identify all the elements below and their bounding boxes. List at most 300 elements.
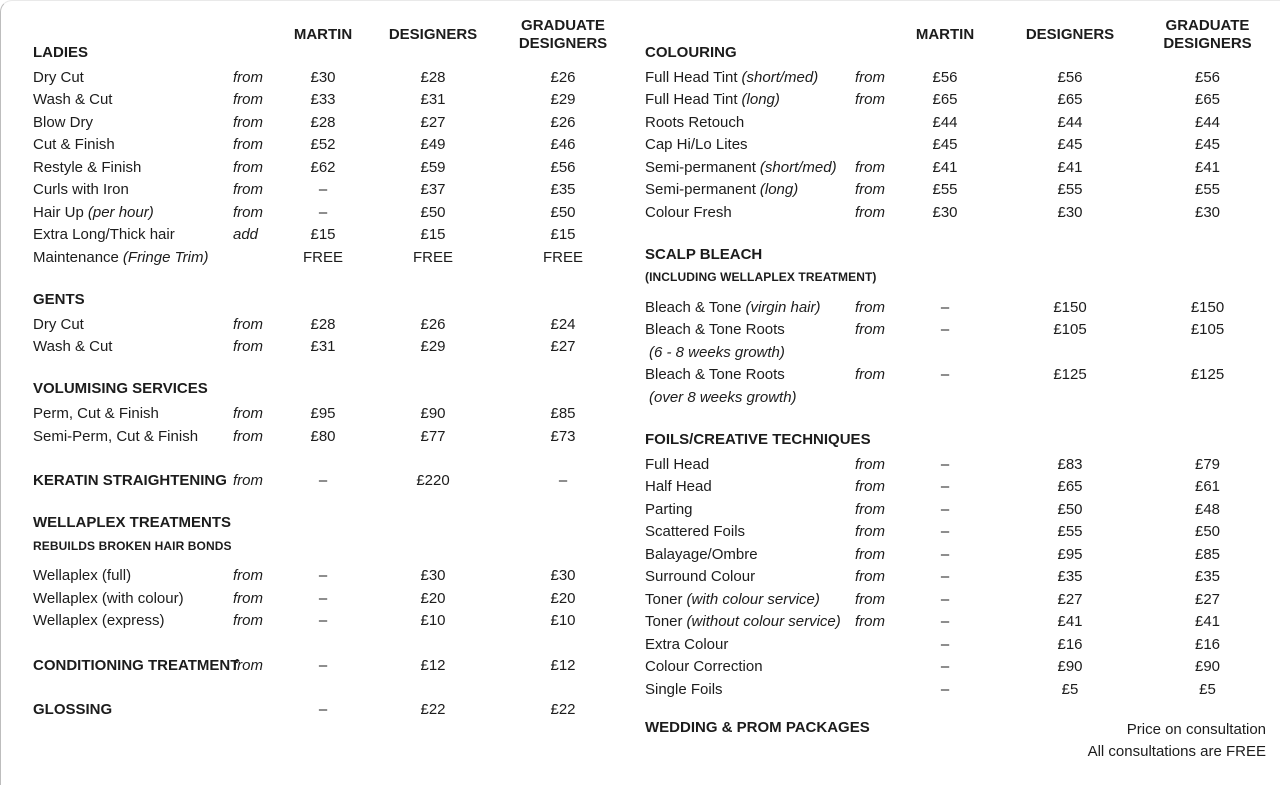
qualifier: from: [233, 589, 263, 607]
section-title: KERATIN STRAIGHTENING: [33, 472, 227, 490]
qualifier: from: [233, 612, 263, 630]
price-row: [645, 134, 1266, 157]
price-martin: –: [940, 523, 950, 541]
price-designers: £150: [1053, 298, 1087, 316]
section-title-cell: [33, 472, 233, 489]
section-title: VOLUMISING SERVICES: [33, 380, 208, 397]
service-note: (long): [741, 91, 780, 109]
price-designers: £56: [1057, 68, 1083, 86]
consultation-notes: [870, 719, 1266, 763]
service-label: [33, 181, 233, 198]
qualifier: from: [855, 568, 885, 586]
section-title: WELLAPLEX TREATMENTS: [33, 514, 232, 531]
section-price-row: [33, 470, 640, 493]
consultation-note-line: Price on consultation: [1126, 720, 1266, 738]
qualifier: from: [855, 478, 885, 496]
price-designers: £5: [1061, 680, 1079, 698]
price-row: [645, 543, 1266, 566]
price-martin: £95: [310, 405, 336, 423]
section-rows: [33, 66, 640, 269]
section: [33, 514, 640, 632]
price-designers: £45: [1057, 136, 1083, 154]
header-graduate-line1: GRADUATE: [1165, 17, 1250, 34]
service-note: (short/med): [741, 68, 819, 86]
price-martin: –: [940, 321, 950, 339]
price-designers: £59: [420, 158, 446, 176]
price-graduate: £105: [1190, 321, 1225, 339]
price-martin: £80: [310, 427, 336, 445]
price-graduate: £41: [1194, 613, 1221, 631]
price-row: [645, 364, 1266, 387]
price-list-left-column: [1, 1, 640, 785]
price-row: [645, 633, 1266, 656]
service-name: Blow Dry: [33, 113, 94, 131]
price-row: [645, 678, 1266, 701]
price-martin: –: [940, 635, 950, 653]
price-row: [645, 179, 1266, 202]
service-label: [645, 159, 855, 176]
service-name: Wellaplex (with colour): [33, 589, 184, 607]
service-label: [645, 204, 855, 221]
price-graduate: £45: [1194, 136, 1221, 154]
price-designers: £83: [1057, 455, 1083, 473]
price-row: [645, 296, 1266, 319]
price-designers: £37: [420, 181, 446, 199]
price-martin: £52: [310, 136, 336, 154]
service-name: Half Head: [645, 478, 712, 496]
qualifier: from: [233, 91, 263, 109]
price-row: [33, 179, 640, 202]
price-designers: £41: [1057, 613, 1083, 631]
service-label: [645, 91, 855, 108]
price-martin: £28: [310, 315, 336, 333]
service-label: [645, 114, 855, 131]
service-name: Semi-permanent: [645, 181, 756, 199]
section-title: LADIES: [33, 43, 89, 61]
qualifier: from: [855, 590, 885, 608]
price-designers: £55: [1057, 181, 1083, 199]
service-note: (over 8 weeks growth): [649, 388, 797, 406]
price-martin: £65: [932, 91, 958, 109]
column-header-graduate-designers: [1145, 17, 1270, 53]
price-martin: –: [940, 568, 950, 586]
qualifier: from: [233, 338, 263, 356]
price-designers: £31: [420, 91, 446, 109]
qualifier: from: [855, 298, 885, 316]
qualifier: from: [233, 158, 263, 176]
price-graduate: £35: [550, 181, 576, 199]
section: [33, 380, 640, 448]
service-label: [645, 344, 855, 361]
price-graduate: £50: [1194, 523, 1221, 541]
price-designers: £44: [1057, 113, 1083, 131]
service-note: (long): [759, 181, 799, 199]
section: [33, 699, 640, 722]
service-name: Dry Cut: [33, 315, 84, 333]
header-graduate-line1: GRADUATE: [521, 17, 605, 34]
section-price-row: [33, 654, 640, 677]
service-label: [33, 316, 233, 333]
service-label: [33, 428, 233, 445]
price-graduate: £30: [1194, 203, 1221, 221]
section-title: WEDDING & PROM PACKAGES: [645, 718, 870, 736]
service-label: [645, 523, 855, 540]
section-title: SCALP BLEACH: [645, 245, 763, 263]
service-name: Balayage/Ombre: [645, 545, 758, 563]
price-graduate: £85: [1194, 545, 1221, 563]
price-row: [33, 201, 640, 224]
qualifier: from: [855, 545, 885, 563]
section-title: COLOURING: [645, 43, 737, 61]
price-graduate: £50: [550, 203, 576, 221]
section-title: GLOSSING: [33, 701, 113, 719]
price-graduate: £48: [1194, 500, 1221, 518]
price-graduate: £24: [550, 315, 576, 333]
qualifier: from: [233, 203, 263, 221]
price-designers: £41: [1057, 158, 1083, 176]
price-martin: FREE: [302, 248, 343, 266]
price-martin: –: [318, 181, 328, 199]
price-graduate: £44: [1194, 113, 1221, 131]
price-row: [645, 453, 1266, 476]
service-name: Scattered Foils: [645, 523, 746, 541]
qualifier: add: [233, 226, 259, 244]
qualifier: from: [233, 427, 263, 445]
service-name: Extra Long/Thick hair: [33, 226, 175, 244]
section-subtitle: (INCLUDING WELLAPLEX TREATMENT): [645, 270, 877, 284]
price-martin: –: [940, 478, 950, 496]
price-designers: £30: [420, 567, 446, 585]
qualifier: from: [233, 68, 263, 86]
price-graduate: £41: [1194, 158, 1221, 176]
price-row: [33, 66, 640, 89]
price-martin: –: [940, 455, 950, 473]
price-martin: –: [940, 590, 950, 608]
service-label: [645, 299, 855, 316]
service-name: Full Head Tint: [645, 68, 738, 86]
price-designers: £27: [420, 113, 446, 131]
service-label: [33, 136, 233, 153]
consultation-note-line: All consultations are FREE: [1087, 742, 1266, 760]
price-designers: £16: [1057, 635, 1083, 653]
price-designers: £12: [420, 656, 446, 674]
price-row: [645, 89, 1266, 112]
price-designers: £22: [420, 701, 446, 719]
price-graduate: £10: [550, 612, 576, 630]
price-designers: £28: [420, 68, 446, 86]
price-designers: £27: [1057, 590, 1083, 608]
price-row: [645, 319, 1266, 342]
price-row: [645, 341, 1266, 364]
qualifier: from: [233, 567, 263, 585]
wedding-prom-section: [645, 719, 1266, 763]
price-row: [645, 656, 1266, 679]
service-name: Bleach & Tone: [645, 298, 742, 316]
qualifier: from: [855, 321, 885, 339]
price-graduate: £125: [1190, 366, 1225, 384]
price-designers: £50: [420, 203, 446, 221]
price-martin: –: [318, 567, 328, 585]
price-graduate: £5: [1199, 680, 1216, 698]
price-martin: –: [940, 658, 950, 676]
service-label: [33, 69, 233, 86]
price-designers: £220: [416, 472, 450, 490]
section-title-cell: [33, 656, 240, 674]
price-martin: £56: [932, 68, 958, 86]
price-graduate: £29: [550, 91, 576, 109]
price-graduate: £22: [550, 701, 576, 719]
price-row: [645, 611, 1266, 634]
price-designers: £29: [420, 338, 446, 356]
service-label: [645, 389, 855, 406]
price-martin: £41: [932, 158, 958, 176]
price-martin: £30: [310, 68, 336, 86]
price-graduate: £65: [1194, 91, 1221, 109]
service-note: (per hour): [87, 203, 154, 221]
price-martin: £62: [310, 158, 336, 176]
service-name: Curls with Iron: [33, 181, 129, 199]
service-name: Cut & Finish: [33, 136, 115, 154]
price-designers: £49: [420, 136, 446, 154]
price-martin: £15: [310, 226, 336, 244]
service-label: [33, 226, 233, 243]
price-row: [645, 566, 1266, 589]
price-designers: £55: [1057, 523, 1083, 541]
price-row: [33, 313, 640, 336]
service-name: Semi-Perm, Cut & Finish: [33, 427, 199, 445]
price-row: [645, 588, 1266, 611]
price-designers: £65: [1057, 478, 1083, 496]
qualifier: from: [855, 91, 885, 109]
service-label: [33, 114, 233, 131]
qualifier: from: [855, 366, 885, 384]
service-label: [645, 136, 855, 153]
service-label: [645, 568, 855, 585]
section-rows: [645, 296, 1266, 409]
service-note: (without colour service): [686, 613, 841, 631]
qualifier: from: [233, 315, 263, 333]
price-designers: £20: [420, 589, 446, 607]
price-martin: –: [940, 500, 950, 518]
price-martin: –: [940, 366, 950, 384]
service-name: Semi-permanent: [645, 158, 756, 176]
price-graduate: £150: [1190, 298, 1225, 316]
qualifier: from: [855, 455, 885, 473]
price-designers: FREE: [412, 248, 453, 266]
service-label: [33, 91, 233, 108]
qualifier: from: [233, 405, 263, 423]
price-graduate: £27: [1194, 590, 1221, 608]
price-graduate: £12: [550, 656, 576, 674]
service-label: [33, 204, 233, 221]
price-martin: –: [318, 203, 328, 221]
section-title: CONDITIONING TREATMENT: [33, 656, 240, 674]
price-row: [33, 111, 640, 134]
section-rows: [645, 66, 1266, 224]
price-graduate: £46: [550, 136, 576, 154]
section-title: GENTS: [33, 290, 85, 308]
price-martin: –: [318, 589, 328, 607]
price-martin: £45: [932, 136, 958, 154]
price-designers: £90: [1057, 658, 1083, 676]
section: [33, 470, 640, 493]
header-graduate-line2: DESIGNERS: [1163, 35, 1252, 52]
price-graduate: £16: [1194, 635, 1221, 653]
price-row: [645, 386, 1266, 409]
price-martin: –: [940, 298, 950, 316]
service-name: Wellaplex (full): [33, 567, 132, 585]
service-label: [33, 405, 233, 422]
service-name: Wash & Cut: [33, 91, 113, 109]
price-designers: £50: [1057, 500, 1083, 518]
service-label: [645, 69, 855, 86]
price-graduate: £26: [550, 68, 576, 86]
qualifier: from: [855, 68, 885, 86]
service-label: [645, 591, 855, 608]
service-name: Parting: [645, 500, 693, 518]
service-label: [33, 612, 233, 629]
service-note: (virgin hair): [745, 298, 821, 316]
service-label: [33, 159, 233, 176]
service-note: (6 - 8 weeks growth): [649, 343, 785, 361]
price-martin: £28: [310, 113, 336, 131]
price-designers: £65: [1057, 91, 1083, 109]
column-header-graduate-designers: [503, 17, 623, 53]
service-name: Bleach & Tone Roots: [645, 366, 785, 384]
price-designers: £95: [1057, 545, 1083, 563]
price-martin: –: [318, 472, 328, 490]
price-graduate: £79: [1194, 455, 1221, 473]
qualifier: from: [855, 523, 885, 541]
price-graduate: £55: [1194, 181, 1221, 199]
service-note: (Fringe Trim): [122, 248, 209, 266]
price-row: [33, 565, 640, 588]
service-label: [645, 658, 855, 675]
price-graduate: £27: [550, 338, 576, 356]
service-label: [645, 501, 855, 518]
price-graduate: £35: [1194, 568, 1221, 586]
price-row: [33, 224, 640, 247]
price-row: [33, 336, 640, 359]
price-graduate: £30: [550, 567, 576, 585]
price-martin: –: [318, 656, 328, 674]
price-row: [645, 156, 1266, 179]
service-name: Toner: [645, 613, 683, 631]
price-row: [33, 134, 640, 157]
price-row: [645, 111, 1266, 134]
service-label: [33, 338, 233, 355]
service-label: [33, 249, 233, 266]
service-label: [33, 567, 233, 584]
price-designers: £90: [420, 405, 446, 423]
price-row: [645, 521, 1266, 544]
section-price-row: [33, 699, 640, 722]
price-graduate: £85: [550, 405, 576, 423]
section-subtitle: REBUILDS BROKEN HAIR BONDS: [33, 538, 232, 553]
price-martin: –: [318, 701, 328, 719]
price-row: [33, 425, 640, 448]
price-designers: £10: [420, 612, 446, 630]
service-note: (with colour service): [686, 590, 820, 608]
price-graduate: £73: [550, 427, 576, 445]
section: [645, 246, 1266, 409]
service-note: (short/med): [759, 158, 837, 176]
service-name: Full Head Tint: [645, 91, 738, 109]
price-designers: £125: [1053, 366, 1087, 384]
service-name: Bleach & Tone Roots: [645, 321, 785, 339]
qualifier: from: [855, 613, 885, 631]
service-name: Surround Colour: [645, 568, 756, 586]
price-martin: £55: [932, 181, 958, 199]
service-label: [645, 456, 855, 473]
price-row: [33, 246, 640, 269]
service-label: [645, 321, 855, 338]
section-rows: [645, 453, 1266, 701]
service-name: Colour Correction: [645, 658, 763, 676]
price-graduate: –: [558, 472, 568, 490]
service-label: [645, 181, 855, 198]
service-name: Restyle & Finish: [33, 158, 142, 176]
service-label: [645, 636, 855, 653]
price-martin: £31: [310, 338, 336, 356]
price-martin: £44: [932, 113, 958, 131]
column-header-designers: DESIGNERS: [1025, 26, 1115, 43]
price-row: [645, 201, 1266, 224]
price-graduate: £20: [550, 589, 576, 607]
price-row: [645, 498, 1266, 521]
service-name: Wash & Cut: [33, 338, 113, 356]
price-designers: £30: [1057, 203, 1083, 221]
section-rows: [33, 565, 640, 633]
section: [33, 291, 640, 359]
section-rows: [33, 403, 640, 448]
service-name: Toner: [645, 590, 683, 608]
section-title: FOILS/CREATIVE TECHNIQUES: [645, 430, 871, 448]
service-name: Roots Retouch: [645, 113, 745, 131]
price-martin: –: [318, 612, 328, 630]
qualifier: from: [855, 181, 885, 199]
section: [645, 431, 1266, 701]
price-row: [33, 587, 640, 610]
section-rows: [33, 313, 640, 358]
price-designers: £35: [1057, 568, 1083, 586]
section: [645, 44, 1266, 224]
price-designers: £105: [1053, 321, 1087, 339]
price-designers: £26: [420, 315, 446, 333]
service-label: [645, 366, 855, 383]
service-name: Colour Fresh: [645, 203, 732, 221]
section-title-cell: [33, 701, 233, 718]
service-name: Maintenance: [33, 248, 119, 266]
column-header-martin: MARTIN: [293, 26, 353, 43]
service-name: Wellaplex (express): [33, 612, 165, 630]
service-label: [33, 590, 233, 607]
price-row: [33, 403, 640, 426]
header-graduate-line2: DESIGNERS: [518, 35, 608, 52]
qualifier: from: [233, 136, 263, 154]
qualifier: from: [233, 113, 263, 131]
section: [33, 654, 640, 677]
price-designers: £77: [420, 427, 446, 445]
qualifier: from: [855, 158, 885, 176]
section: [33, 44, 640, 269]
column-header-designers: DESIGNERS: [388, 26, 478, 43]
qualifier: from: [233, 656, 263, 674]
price-row: [645, 66, 1266, 89]
service-name: Full Head: [645, 455, 710, 473]
price-martin: £30: [932, 203, 958, 221]
service-label: [645, 613, 855, 630]
